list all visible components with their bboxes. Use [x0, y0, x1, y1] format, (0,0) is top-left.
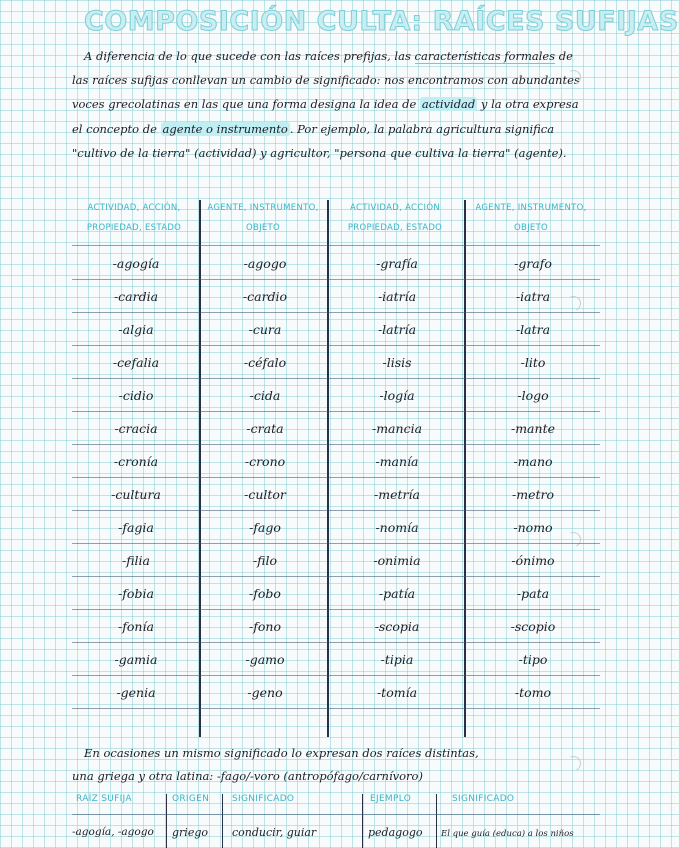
intro-text-4: . Por ejemplo, la palabra agricultura significa "cultivo de la tierra" (actividad) y agricultor, "persona que cultiva la tierra" (agente).	[72, 121, 567, 160]
table-row	[72, 280, 600, 313]
table-row	[72, 379, 600, 412]
table-row	[72, 412, 600, 445]
table-cell: -tipia	[380, 652, 414, 667]
table-row	[72, 643, 600, 676]
table-cell: -logía	[379, 388, 415, 403]
table-row	[72, 313, 600, 346]
table-cell: -algia	[118, 322, 154, 337]
bt-header-suffix: RAÍZ SUFIJA	[76, 794, 132, 804]
table-cell: -patía	[378, 586, 416, 601]
highlight-agent: agente o instrumento	[162, 121, 288, 136]
table-cell: -mancia	[371, 421, 423, 436]
bt-cell-origin: griego	[172, 826, 208, 839]
table-row	[72, 676, 600, 709]
table-cell: -pata	[516, 586, 550, 601]
bottom-line-2: una griega y otra latina: -fago/-voro (antropófago/carnívoro)	[72, 769, 423, 783]
table-cell: -ónimo	[511, 553, 555, 568]
table-row	[72, 511, 600, 544]
table-cell: -cultor	[244, 487, 286, 502]
intro-paragraph	[72, 44, 592, 165]
table-cell: -cardio	[242, 289, 288, 304]
intro-text-3: y la otra expresa el concepto de	[72, 97, 579, 136]
table-cell: -fobo	[249, 586, 281, 601]
table-cell: -fago	[249, 520, 281, 535]
table-cell: -fobia	[118, 586, 154, 601]
bt-cell-meaning: conducir, guiar	[232, 826, 317, 839]
header-activity-2: ACTIVIDAD, ACCIÓN PROPIEDAD, ESTADO	[347, 203, 443, 233]
bt-cell-meaning-2: El que guía (educa) a los niños	[441, 829, 574, 839]
table-cell: -latría	[377, 322, 417, 337]
table-cell: -cardia	[113, 289, 159, 304]
header-activity-1: ACTIVIDAD, ACCIÓN, PROPIEDAD, ESTADO	[86, 203, 182, 233]
table-cell: -fono	[249, 619, 281, 634]
table-cell: -cefalia	[112, 355, 160, 370]
table-cell: -filo	[252, 553, 278, 568]
bt-divider	[362, 794, 363, 848]
table-cell: -cura	[248, 322, 282, 337]
bt-cell-example: pedagogo	[368, 826, 423, 839]
table-cell: -tomo	[514, 685, 552, 700]
table-row	[72, 610, 600, 643]
bt-header-meaning: SIGNIFICADO	[232, 794, 295, 804]
table-cell: -lito	[520, 355, 546, 370]
bottom-line-1: En ocasiones un mismo significado lo expresan dos raíces distintas,	[84, 746, 479, 760]
table-cell: -iatra	[515, 289, 551, 304]
table-rule	[72, 245, 600, 246]
table-cell: -agogía	[112, 256, 160, 271]
bt-divider	[436, 794, 437, 848]
bt-divider	[222, 794, 223, 848]
table-cell: -filia	[121, 553, 150, 568]
table-cell: -cida	[249, 388, 281, 403]
bt-rule	[72, 814, 600, 815]
table-cell: -gamo	[245, 652, 285, 667]
table-cell: -manía	[375, 454, 419, 469]
table-cell: -grafo	[514, 256, 552, 271]
table-cell: -crata	[246, 421, 284, 436]
table-row	[72, 544, 600, 577]
table-row	[72, 445, 600, 478]
bt-header-example: EJEMPLO	[370, 794, 412, 804]
table-cell: -geno	[247, 685, 283, 700]
table-cell: -scopio	[510, 619, 556, 634]
header-agent-1: AGENTE, INSTRUMENTO, OBJETO	[207, 203, 319, 233]
table-row	[72, 577, 600, 610]
table-cell: -lisis	[382, 355, 412, 370]
table-cell: -metría	[374, 487, 420, 502]
table-cell: -cracia	[114, 421, 158, 436]
table-cell: -crono	[244, 454, 286, 469]
page-title: COMPOSICIÓN CULTA: RAÍCES SUFIJAS	[84, 6, 679, 37]
suffix-table-header	[70, 198, 600, 244]
table-cell: -nomía	[375, 520, 419, 535]
intro-text-2: de las raíces sufijas conllevan un cambio de significado: nos encontramos con abundantes voces grecolatinas en las que una forma designa la idea de	[72, 49, 580, 112]
table-cell: -nomo	[513, 520, 553, 535]
table-cell: -mano	[513, 454, 553, 469]
highlight-formal-features: características formales	[414, 49, 556, 63]
header-agent-2: AGENTE, INSTRUMENTO, OBJETO	[475, 203, 587, 233]
table-cell: -grafía	[376, 256, 418, 271]
table-cell: -logo	[517, 388, 549, 403]
highlight-activity: actividad	[421, 97, 476, 112]
table-cell: -cultura	[111, 487, 161, 502]
table-cell: -genia	[116, 685, 156, 700]
table-cell: -latra	[515, 322, 551, 337]
table-row	[72, 478, 600, 511]
bt-cell-suffix: -agogía, -agogo	[72, 826, 154, 838]
table-cell: -céfalo	[243, 355, 287, 370]
table-row	[72, 346, 600, 379]
table-cell: -iatría	[377, 289, 417, 304]
table-rule	[72, 708, 600, 709]
table-cell: -cronía	[113, 454, 159, 469]
suffix-table-body	[72, 247, 600, 709]
bt-header-meaning-2: SIGNIFICADO	[452, 794, 515, 804]
table-cell: -gamia	[114, 652, 158, 667]
bt-header-origin: ORIGEN	[172, 794, 210, 804]
table-cell: -metro	[512, 487, 554, 502]
table-cell: -cidio	[118, 388, 154, 403]
table-row	[72, 247, 600, 280]
table-cell: -scopia	[374, 619, 420, 634]
table-cell: -agogo	[243, 256, 287, 271]
table-cell: -onimia	[373, 553, 421, 568]
table-cell: -fonía	[118, 619, 154, 634]
table-cell: -mante	[510, 421, 555, 436]
table-cell: -tipo	[518, 652, 548, 667]
bt-divider	[166, 794, 167, 848]
table-cell: -fagia	[118, 520, 154, 535]
bottom-paragraph	[72, 742, 597, 788]
intro-text-1: A diferencia de lo que sucede con las raíces prefijas, las	[84, 49, 415, 63]
table-cell: -tomía	[376, 685, 418, 700]
